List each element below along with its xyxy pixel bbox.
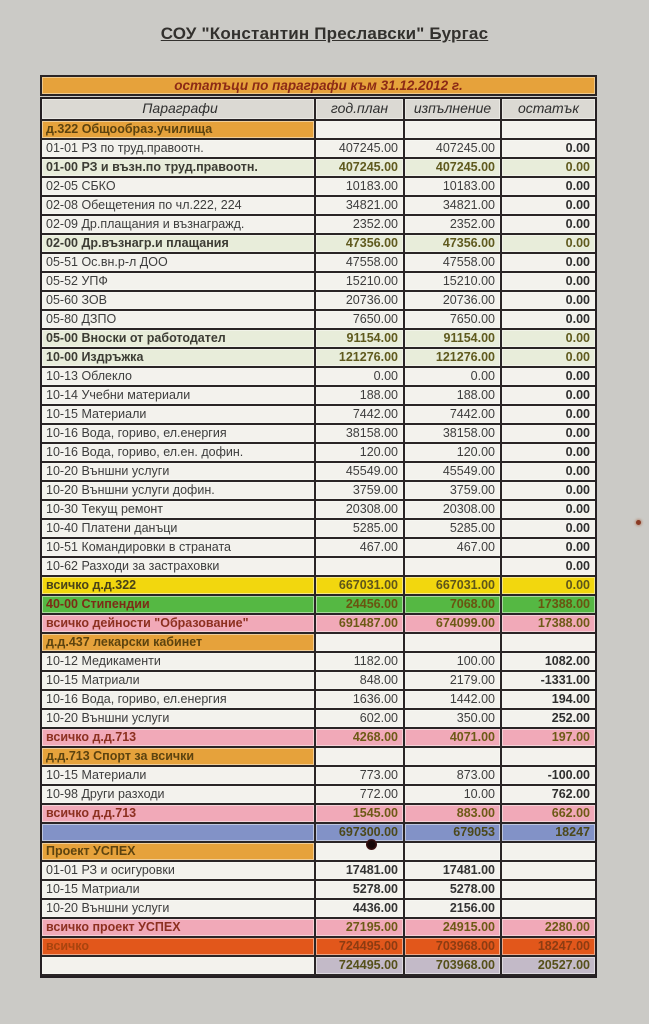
ink-blot-artifact	[366, 839, 377, 850]
table-row	[42, 767, 595, 786]
row-execution-cell: 0.00	[405, 368, 502, 387]
row-execution-cell: 667031.00	[405, 577, 502, 596]
table-row	[42, 216, 595, 235]
row-label-cell: 05-52 УПФ	[42, 273, 316, 292]
row-execution-cell: 38158.00	[405, 425, 502, 444]
row-execution-cell: 10.00	[405, 786, 502, 805]
row-plan-cell: 2352.00	[316, 216, 405, 235]
row-label-cell: 01-00 РЗ и възн.по труд.правоотн.	[42, 159, 316, 178]
row-execution-cell: 5285.00	[405, 520, 502, 539]
row-execution-cell: 703968.00	[405, 957, 502, 976]
table-row	[42, 539, 595, 558]
row-remainder-cell: 0.00	[502, 140, 595, 159]
row-remainder-cell: 17388.00	[502, 596, 595, 615]
row-label-cell: всичко проект УСПЕХ	[42, 919, 316, 938]
row-execution-cell: 467.00	[405, 539, 502, 558]
row-label-cell	[42, 824, 316, 843]
row-remainder-cell: 0.00	[502, 463, 595, 482]
row-execution-cell: 100.00	[405, 653, 502, 672]
row-plan-cell: 724495.00	[316, 957, 405, 976]
table-row	[42, 919, 595, 938]
row-remainder-cell: -1331.00	[502, 672, 595, 691]
row-remainder-cell: 2280.00	[502, 919, 595, 938]
table-row	[42, 520, 595, 539]
row-remainder-cell: 0.00	[502, 577, 595, 596]
table-header-row	[42, 99, 595, 121]
row-plan-cell: 772.00	[316, 786, 405, 805]
row-plan-cell: 34821.00	[316, 197, 405, 216]
row-plan-cell: 10183.00	[316, 178, 405, 197]
row-label-cell: всичко дейности "Образование"	[42, 615, 316, 634]
row-plan-cell: 15210.00	[316, 273, 405, 292]
row-plan-cell	[316, 558, 405, 577]
table-row	[42, 349, 595, 368]
row-label-cell: 40-00 Стипендии	[42, 596, 316, 615]
row-label-cell: 10-16 Вода, гориво, ел.енергия	[42, 691, 316, 710]
row-execution-cell: 91154.00	[405, 330, 502, 349]
table-row	[42, 444, 595, 463]
row-label-cell: Проект УСПЕХ	[42, 843, 316, 862]
row-remainder-cell: 762.00	[502, 786, 595, 805]
table-row	[42, 558, 595, 577]
row-plan-cell	[316, 634, 405, 653]
row-execution-cell: 20308.00	[405, 501, 502, 520]
row-execution-cell: 24915.00	[405, 919, 502, 938]
row-execution-cell: 17481.00	[405, 862, 502, 881]
row-execution-cell: 188.00	[405, 387, 502, 406]
row-remainder-cell: 18247.00	[502, 938, 595, 957]
row-execution-cell	[405, 121, 502, 140]
row-label-cell: 10-14 Учебни материали	[42, 387, 316, 406]
table-row	[42, 254, 595, 273]
row-execution-cell: 5278.00	[405, 881, 502, 900]
row-label-cell: всичко д.д.322	[42, 577, 316, 596]
budget-table	[40, 97, 597, 978]
row-remainder-cell: 17388.00	[502, 615, 595, 634]
row-remainder-cell: 1082.00	[502, 653, 595, 672]
row-label-cell: 05-51 Ос.вн.р-л ДОО	[42, 254, 316, 273]
row-execution-cell: 2179.00	[405, 672, 502, 691]
row-label-cell: 10-15 Материали	[42, 406, 316, 425]
table-row	[42, 596, 595, 615]
row-label-cell	[42, 957, 316, 976]
row-execution-cell	[405, 558, 502, 577]
row-remainder-cell: 194.00	[502, 691, 595, 710]
row-remainder-cell	[502, 881, 595, 900]
row-plan-cell: 3759.00	[316, 482, 405, 501]
row-label-cell: 02-05 СБКО	[42, 178, 316, 197]
table-row	[42, 463, 595, 482]
table-row	[42, 577, 595, 596]
row-plan-cell: 0.00	[316, 368, 405, 387]
row-plan-cell	[316, 748, 405, 767]
row-label-cell: 10-12 Медикаменти	[42, 653, 316, 672]
row-remainder-cell: 18247	[502, 824, 595, 843]
row-execution-cell	[405, 843, 502, 862]
row-remainder-cell: 0.00	[502, 520, 595, 539]
row-remainder-cell: 0.00	[502, 406, 595, 425]
row-execution-cell: 47356.00	[405, 235, 502, 254]
row-plan-cell: 7650.00	[316, 311, 405, 330]
table-row	[42, 710, 595, 729]
row-execution-cell: 7068.00	[405, 596, 502, 615]
row-remainder-cell	[502, 121, 595, 140]
row-remainder-cell: 0.00	[502, 501, 595, 520]
row-plan-cell: 724495.00	[316, 938, 405, 957]
row-remainder-cell: 0.00	[502, 558, 595, 577]
row-label-cell: 01-01 РЗ и осигуровки	[42, 862, 316, 881]
row-label-cell: всичко д.д.713	[42, 805, 316, 824]
row-plan-cell: 467.00	[316, 539, 405, 558]
row-label-cell: 10-20 Външни услуги	[42, 710, 316, 729]
row-remainder-cell: 0.00	[502, 273, 595, 292]
table-row	[42, 615, 595, 634]
row-plan-cell: 27195.00	[316, 919, 405, 938]
row-plan-cell: 1636.00	[316, 691, 405, 710]
row-label-cell: 02-08 Обещетения по чл.222, 224	[42, 197, 316, 216]
row-label-cell: 10-40 Платени данъци	[42, 520, 316, 539]
report-banner: остатъци по параграфи към 31.12.2012 г.	[40, 75, 597, 96]
row-execution-cell: 1442.00	[405, 691, 502, 710]
table-row	[42, 273, 595, 292]
table-row	[42, 387, 595, 406]
row-execution-cell: 407245.00	[405, 140, 502, 159]
row-execution-cell: 674099.00	[405, 615, 502, 634]
row-execution-cell: 120.00	[405, 444, 502, 463]
row-remainder-cell: 0.00	[502, 444, 595, 463]
table-row	[42, 862, 595, 881]
document-title: СОУ "Константин Преславски" Бургас	[160, 24, 489, 43]
row-execution-cell: 121276.00	[405, 349, 502, 368]
row-plan-cell: 121276.00	[316, 349, 405, 368]
table-row	[42, 159, 595, 178]
row-execution-cell: 10183.00	[405, 178, 502, 197]
row-plan-cell: 1182.00	[316, 653, 405, 672]
table-row	[42, 330, 595, 349]
row-remainder-cell: 0.00	[502, 178, 595, 197]
row-remainder-cell: 197.00	[502, 729, 595, 748]
row-plan-cell: 47558.00	[316, 254, 405, 273]
table-row	[42, 178, 595, 197]
column-header-annual-plan: год.план	[316, 99, 405, 121]
row-execution-cell: 873.00	[405, 767, 502, 786]
table-row	[42, 406, 595, 425]
table-row	[42, 672, 595, 691]
row-plan-cell: 188.00	[316, 387, 405, 406]
row-remainder-cell: -100.00	[502, 767, 595, 786]
row-plan-cell: 45549.00	[316, 463, 405, 482]
row-plan-cell: 120.00	[316, 444, 405, 463]
row-execution-cell: 2156.00	[405, 900, 502, 919]
table-row	[42, 786, 595, 805]
row-label-cell: 10-98 Други разходи	[42, 786, 316, 805]
row-plan-cell	[316, 121, 405, 140]
table-row	[42, 368, 595, 387]
row-remainder-cell	[502, 843, 595, 862]
table-row	[42, 843, 595, 862]
row-remainder-cell: 0.00	[502, 216, 595, 235]
row-execution-cell: 350.00	[405, 710, 502, 729]
row-remainder-cell	[502, 862, 595, 881]
row-remainder-cell: 0.00	[502, 311, 595, 330]
table-row	[42, 425, 595, 444]
row-plan-cell: 5278.00	[316, 881, 405, 900]
row-execution-cell: 407245.00	[405, 159, 502, 178]
row-plan-cell: 91154.00	[316, 330, 405, 349]
row-label-cell: 10-15 Матриали	[42, 672, 316, 691]
row-execution-cell: 15210.00	[405, 273, 502, 292]
row-remainder-cell: 0.00	[502, 368, 595, 387]
column-header-execution: изпълнение	[405, 99, 502, 121]
row-label-cell: 10-51 Командировки в страната	[42, 539, 316, 558]
row-label-cell: 10-15 Материали	[42, 767, 316, 786]
row-remainder-cell: 0.00	[502, 235, 595, 254]
row-plan-cell: 407245.00	[316, 140, 405, 159]
row-execution-cell: 3759.00	[405, 482, 502, 501]
table-body	[42, 121, 595, 976]
row-plan-cell: 20308.00	[316, 501, 405, 520]
table-row	[42, 235, 595, 254]
row-plan-cell: 602.00	[316, 710, 405, 729]
row-remainder-cell: 0.00	[502, 159, 595, 178]
row-label-cell: д.д.437 лекарски кабинет	[42, 634, 316, 653]
row-remainder-cell: 252.00	[502, 710, 595, 729]
row-label-cell: 10-00 Издръжка	[42, 349, 316, 368]
row-plan-cell: 697300.00	[316, 824, 405, 843]
row-label-cell: 05-00 Вноски от работодател	[42, 330, 316, 349]
red-speck-artifact	[636, 520, 641, 525]
table-row	[42, 634, 595, 653]
row-execution-cell: 679053	[405, 824, 502, 843]
row-label-cell: 01-01 РЗ по труд.правоотн.	[42, 140, 316, 159]
row-remainder-cell: 0.00	[502, 197, 595, 216]
row-label-cell: 10-62 Разходи за застраховки	[42, 558, 316, 577]
row-label-cell: 10-20 Външни услуги	[42, 463, 316, 482]
row-label-cell: 10-20 Външни услуги дофин.	[42, 482, 316, 501]
table-row	[42, 881, 595, 900]
row-execution-cell: 883.00	[405, 805, 502, 824]
row-execution-cell: 7442.00	[405, 406, 502, 425]
table-row	[42, 121, 595, 140]
table-row	[42, 729, 595, 748]
row-label-cell: всичко	[42, 938, 316, 957]
table-row	[42, 938, 595, 957]
row-plan-cell: 4268.00	[316, 729, 405, 748]
row-remainder-cell: 0.00	[502, 254, 595, 273]
row-execution-cell: 703968.00	[405, 938, 502, 957]
table-row	[42, 691, 595, 710]
row-plan-cell	[316, 843, 405, 862]
row-remainder-cell	[502, 634, 595, 653]
row-label-cell: 10-13 Облекло	[42, 368, 316, 387]
row-remainder-cell	[502, 748, 595, 767]
row-remainder-cell	[502, 900, 595, 919]
row-remainder-cell: 20527.00	[502, 957, 595, 976]
row-label-cell: 10-16 Вода, гориво, ел.ен. дофин.	[42, 444, 316, 463]
row-plan-cell: 773.00	[316, 767, 405, 786]
row-plan-cell: 407245.00	[316, 159, 405, 178]
row-label-cell: д.д.713 Спорт за всички	[42, 748, 316, 767]
row-label-cell: 10-20 Външни услуги	[42, 900, 316, 919]
row-remainder-cell: 0.00	[502, 539, 595, 558]
row-plan-cell: 17481.00	[316, 862, 405, 881]
row-remainder-cell: 0.00	[502, 425, 595, 444]
row-label-cell: 10-16 Вода, гориво, ел.енергия	[42, 425, 316, 444]
table-row	[42, 900, 595, 919]
row-execution-cell: 4071.00	[405, 729, 502, 748]
column-header-remainder: остатък	[502, 99, 595, 121]
row-label-cell: 05-80 ДЗПО	[42, 311, 316, 330]
row-plan-cell: 1545.00	[316, 805, 405, 824]
column-header-paragraphs: Параграфи	[42, 99, 316, 121]
table-row	[42, 482, 595, 501]
table-row	[42, 805, 595, 824]
row-plan-cell: 47356.00	[316, 235, 405, 254]
row-execution-cell	[405, 748, 502, 767]
row-plan-cell: 691487.00	[316, 615, 405, 634]
table-row	[42, 140, 595, 159]
row-remainder-cell: 0.00	[502, 482, 595, 501]
row-plan-cell: 24456.00	[316, 596, 405, 615]
row-execution-cell: 45549.00	[405, 463, 502, 482]
row-execution-cell: 20736.00	[405, 292, 502, 311]
row-label-cell: д.322 Общообраз.училища	[42, 121, 316, 140]
row-execution-cell: 47558.00	[405, 254, 502, 273]
row-remainder-cell: 662.00	[502, 805, 595, 824]
row-label-cell: 05-60 ЗОВ	[42, 292, 316, 311]
row-label-cell: 02-09 Др.плащания и възнагражд.	[42, 216, 316, 235]
table-row	[42, 653, 595, 672]
row-plan-cell: 848.00	[316, 672, 405, 691]
row-plan-cell: 667031.00	[316, 577, 405, 596]
row-execution-cell: 34821.00	[405, 197, 502, 216]
table-row	[42, 311, 595, 330]
table-row	[42, 197, 595, 216]
row-remainder-cell: 0.00	[502, 330, 595, 349]
table-row	[42, 501, 595, 520]
row-remainder-cell: 0.00	[502, 292, 595, 311]
table-row	[42, 748, 595, 767]
row-plan-cell: 20736.00	[316, 292, 405, 311]
row-plan-cell: 7442.00	[316, 406, 405, 425]
row-execution-cell	[405, 634, 502, 653]
row-label-cell: 02-00 Др.възнагр.и плащания	[42, 235, 316, 254]
row-remainder-cell: 0.00	[502, 349, 595, 368]
row-label-cell: 10-30 Текущ ремонт	[42, 501, 316, 520]
table-row	[42, 824, 595, 843]
row-execution-cell: 7650.00	[405, 311, 502, 330]
row-execution-cell: 2352.00	[405, 216, 502, 235]
row-plan-cell: 4436.00	[316, 900, 405, 919]
row-plan-cell: 38158.00	[316, 425, 405, 444]
row-remainder-cell: 0.00	[502, 387, 595, 406]
row-plan-cell: 5285.00	[316, 520, 405, 539]
row-label-cell: 10-15 Матриали	[42, 881, 316, 900]
table-row	[42, 292, 595, 311]
row-label-cell: всичко д.д.713	[42, 729, 316, 748]
table-row	[42, 957, 595, 976]
